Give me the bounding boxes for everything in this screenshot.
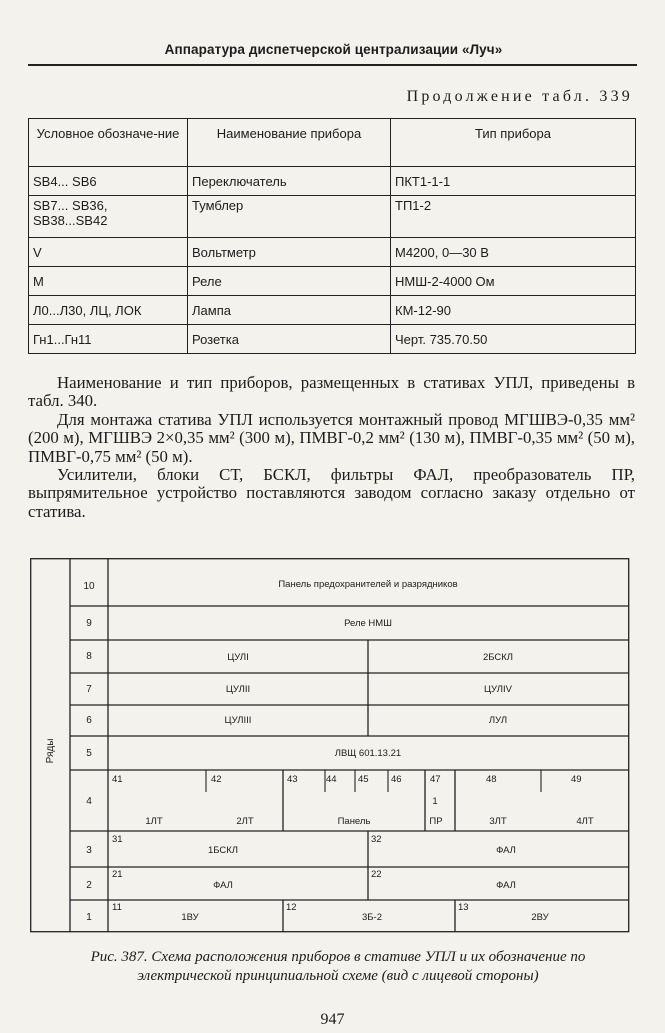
cell-label: ФАЛ bbox=[213, 880, 233, 891]
table-cell: Розетка bbox=[188, 325, 391, 354]
table-cell: Гн1...Гн11 bbox=[29, 325, 188, 354]
table-row bbox=[29, 296, 636, 325]
cell-label: 1БСКЛ bbox=[207, 845, 239, 856]
header-rule bbox=[28, 64, 637, 66]
table-cell: Тумблер bbox=[188, 196, 391, 238]
cell-label: 2ВУ bbox=[531, 912, 549, 923]
cell-label: 2БСКЛ bbox=[482, 652, 514, 663]
row-number: 7 bbox=[86, 684, 92, 695]
row-number: 6 bbox=[86, 715, 92, 726]
cell-label: ПР bbox=[429, 816, 443, 827]
slot-number: 31 bbox=[112, 834, 123, 845]
table-cell: Черт. 735.70.50 bbox=[391, 325, 636, 354]
fuse-panel-label: Панель предохранителей и разрядников bbox=[278, 579, 458, 590]
page-number: 947 bbox=[320, 1011, 345, 1028]
row-number: 4 bbox=[86, 796, 92, 807]
paragraph: Наименование и тип приборов, размещенных в стативах УПЛ, приведены в табл. 340. bbox=[28, 373, 635, 411]
row-number: 2 bbox=[86, 880, 92, 891]
table-cell: Л0...Л30, ЛЦ, ЛОК bbox=[29, 296, 188, 325]
table-row bbox=[29, 167, 636, 196]
table-header-row bbox=[29, 119, 636, 167]
slot-number: 48 bbox=[486, 774, 497, 785]
table-cell: Лампа bbox=[188, 296, 391, 325]
slot-number: 44 bbox=[326, 774, 337, 785]
table-cell: Переключатель bbox=[188, 167, 391, 196]
table-cell: V bbox=[29, 238, 188, 267]
cell-label: Панель bbox=[337, 816, 371, 827]
slot-number: 49 bbox=[571, 774, 582, 785]
cell-label: ФАЛ bbox=[496, 880, 516, 891]
relay-label: Реле НМШ bbox=[344, 618, 392, 629]
slot-number: 11 bbox=[112, 902, 122, 913]
row-number: 8 bbox=[86, 651, 92, 662]
table-cell: ТП1-2 bbox=[391, 196, 636, 238]
column-header-device-name: Наименование прибора bbox=[188, 119, 391, 167]
table-cell: SB7... SB36, SB38...SB42 bbox=[29, 196, 188, 238]
cell-label: 4ЛТ bbox=[576, 816, 594, 827]
table-cell: КМ-12-90 bbox=[391, 296, 636, 325]
table-cell: НМШ-2-4000 Ом bbox=[391, 267, 636, 296]
slot-number: 41 bbox=[112, 774, 123, 785]
cell-label: 3ЛТ bbox=[489, 816, 507, 827]
rack-layout-diagram bbox=[30, 558, 632, 934]
slot-number: 43 bbox=[287, 774, 298, 785]
slot-number: 22 bbox=[371, 869, 382, 880]
table-cell: ПКТ1-1-1 bbox=[391, 167, 636, 196]
cell-label: 1ВУ bbox=[181, 912, 199, 923]
running-header: Аппаратура диспетчерской централизации «Луч» bbox=[164, 42, 503, 57]
cell-label: 2ЛТ bbox=[236, 816, 254, 827]
table-cell: М4200, 0—30 В bbox=[391, 238, 636, 267]
cell-label: 1ЛТ bbox=[145, 816, 163, 827]
spec-table bbox=[28, 118, 636, 354]
slot-number: 42 bbox=[211, 774, 222, 785]
cell-label: 3Б-2 bbox=[362, 912, 382, 923]
column-header-device-type: Тип прибора bbox=[391, 119, 636, 167]
table-row bbox=[29, 238, 636, 267]
table-row bbox=[29, 325, 636, 354]
row-number: 10 bbox=[83, 581, 95, 592]
table-row bbox=[29, 267, 636, 296]
cell-label: ЦУЛIV bbox=[484, 684, 512, 695]
body-text bbox=[28, 374, 635, 521]
slot-number: 46 bbox=[391, 774, 402, 785]
slot-number: 32 bbox=[371, 834, 382, 845]
row-number: 9 bbox=[86, 618, 92, 629]
slot-number: 13 bbox=[458, 902, 469, 913]
row-number: 1 bbox=[86, 912, 92, 923]
cell-label: ЦУЛI bbox=[227, 652, 249, 663]
table-caption: Продолжение табл. 339 bbox=[406, 88, 633, 105]
figure-caption: Рис. 387. Схема расположения приборов в стативе УПЛ и их обозначение по электрической принципиальной схеме (вид с лицевой стороны) bbox=[90, 949, 586, 984]
rows-axis-label: Ряды bbox=[45, 738, 56, 764]
cell-label: ЛУЛ bbox=[488, 715, 508, 726]
table-cell: SB4... SB6 bbox=[29, 167, 188, 196]
slot-number: 47 bbox=[430, 774, 441, 785]
row-number: 5 bbox=[86, 748, 92, 759]
table-cell: Вольтметр bbox=[188, 238, 391, 267]
slot-number: 12 bbox=[286, 902, 297, 913]
row-number: 3 bbox=[86, 845, 92, 856]
slot-sub-number: 1 bbox=[432, 796, 438, 807]
cell-label: ЛВЩ 601.13.21 bbox=[334, 748, 402, 759]
paragraph: Усилители, блоки СТ, БСКЛ, фильтры ФАЛ, преобразователь ПР, выпрямительное устройство поставляются заводом согласно заказу отдельно от статива. bbox=[28, 465, 635, 521]
column-header-designation: Условное обозначе-ние bbox=[29, 119, 188, 167]
slot-number: 45 bbox=[358, 774, 369, 785]
cell-label: ЦУЛIII bbox=[224, 715, 252, 726]
table-cell: М bbox=[29, 267, 188, 296]
cell-label: ФАЛ bbox=[496, 845, 516, 856]
paragraph: Для монтажа статива УПЛ используется монтажный провод МГШВЭ-0,35 мм² (200 м), МГШВЭ 2×0,35 мм² (300 м), ПМВГ-0,2 мм² (130 м), ПМВГ-0,35 мм² (50 м), ПМВГ-0,75 мм² (50 м). bbox=[28, 409, 635, 466]
table-cell: Реле bbox=[188, 267, 391, 296]
cell-label: ЦУЛII bbox=[225, 684, 251, 695]
slot-number: 21 bbox=[112, 869, 123, 880]
table-row bbox=[29, 196, 636, 238]
